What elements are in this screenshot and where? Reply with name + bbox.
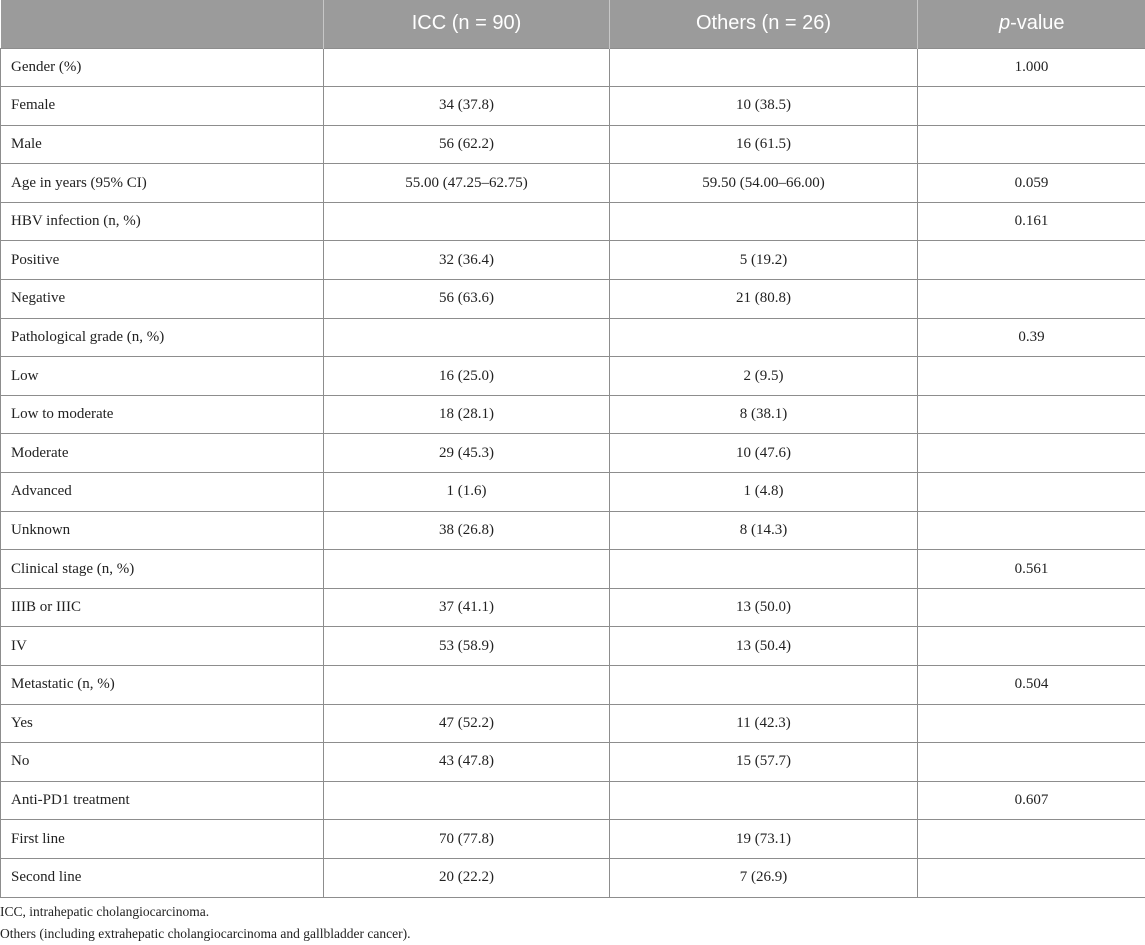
header-others-column: Others (n = 26) [610,0,918,48]
icc-value-cell: 18 (28.1) [324,395,610,434]
others-value-cell [610,318,918,357]
p-value-cell: 0.059 [918,164,1145,203]
row-label-cell: Second line [1,858,324,897]
p-value-cell [918,395,1145,434]
others-value-cell [610,666,918,705]
table-row [1,318,1145,357]
others-value-cell: 8 (14.3) [610,511,918,550]
header-icc-column: ICC (n = 90) [324,0,610,48]
table-row [1,550,1145,589]
table-body [1,48,1145,897]
table-row [1,820,1145,859]
table-row [1,280,1145,319]
row-label-cell: Age in years (95% CI) [1,164,324,203]
row-label-cell: Negative [1,280,324,319]
row-label-cell: Anti-PD1 treatment [1,781,324,820]
p-value-cell [918,241,1145,280]
table-row [1,704,1145,743]
others-value-cell: 7 (26.9) [610,858,918,897]
header-p-suffix: -value [1010,12,1064,34]
icc-value-cell: 53 (58.9) [324,627,610,666]
icc-value-cell [324,48,610,87]
row-label-cell: Advanced [1,473,324,512]
table-header [1,0,1145,48]
p-value-cell [918,125,1145,164]
header-label-column [1,0,324,48]
table-row [1,357,1145,396]
p-value-cell [918,588,1145,627]
row-label-cell: IIIB or IIIC [1,588,324,627]
row-label-cell: Female [1,87,324,126]
header-p-value-column [918,0,1145,48]
table-row [1,743,1145,782]
p-value-cell: 0.561 [918,550,1145,589]
icc-value-cell: 38 (26.8) [324,511,610,550]
p-value-cell [918,280,1145,319]
icc-value-cell [324,666,610,705]
table-row [1,395,1145,434]
others-value-cell [610,781,918,820]
icc-value-cell [324,550,610,589]
icc-value-cell: 56 (62.2) [324,125,610,164]
others-value-cell: 1 (4.8) [610,473,918,512]
p-value-cell [918,743,1145,782]
icc-value-cell: 29 (45.3) [324,434,610,473]
others-value-cell: 13 (50.0) [610,588,918,627]
row-label-cell: Low to moderate [1,395,324,434]
row-label-cell: Moderate [1,434,324,473]
table-row [1,241,1145,280]
p-value-cell: 0.161 [918,202,1145,241]
others-value-cell [610,550,918,589]
others-value-cell: 59.50 (54.00–66.00) [610,164,918,203]
p-value-cell: 0.39 [918,318,1145,357]
row-label-cell: Metastatic (n, %) [1,666,324,705]
icc-value-cell: 34 (37.8) [324,87,610,126]
row-label-cell: Male [1,125,324,164]
icc-value-cell: 16 (25.0) [324,357,610,396]
icc-value-cell: 70 (77.8) [324,820,610,859]
icc-value-cell: 56 (63.6) [324,280,610,319]
p-value-cell [918,704,1145,743]
others-value-cell: 2 (9.5) [610,357,918,396]
icc-value-cell: 55.00 (47.25–62.75) [324,164,610,203]
table-footnotes [0,901,410,945]
p-value-cell [918,627,1145,666]
table-row [1,48,1145,87]
table-row [1,202,1145,241]
others-value-cell: 11 (42.3) [610,704,918,743]
header-p-italic: p [999,12,1010,34]
p-value-cell [918,858,1145,897]
table-row [1,511,1145,550]
table-row [1,858,1145,897]
icc-value-cell [324,781,610,820]
table-row [1,588,1145,627]
p-value-cell [918,357,1145,396]
row-label-cell: Positive [1,241,324,280]
row-label-cell: Pathological grade (n, %) [1,318,324,357]
table-row [1,666,1145,705]
p-value-cell [918,511,1145,550]
icc-value-cell: 32 (36.4) [324,241,610,280]
table-row [1,164,1145,203]
p-value-cell: 0.607 [918,781,1145,820]
row-label-cell: Gender (%) [1,48,324,87]
p-value-cell [918,820,1145,859]
others-value-cell: 21 (80.8) [610,280,918,319]
icc-value-cell: 1 (1.6) [324,473,610,512]
footnote-others: Others (including extrahepatic cholangiocarcinoma and gallbladder cancer). [0,923,410,945]
icc-value-cell [324,318,610,357]
icc-value-cell: 20 (22.2) [324,858,610,897]
others-value-cell: 16 (61.5) [610,125,918,164]
row-label-cell: HBV infection (n, %) [1,202,324,241]
icc-value-cell [324,202,610,241]
others-value-cell: 10 (47.6) [610,434,918,473]
table-row [1,87,1145,126]
header-row [1,0,1145,48]
row-label-cell: First line [1,820,324,859]
table-row [1,473,1145,512]
others-value-cell: 8 (38.1) [610,395,918,434]
row-label-cell: No [1,743,324,782]
others-value-cell: 15 (57.7) [610,743,918,782]
row-label-cell: IV [1,627,324,666]
table-row [1,434,1145,473]
p-value-cell [918,434,1145,473]
icc-value-cell: 37 (41.1) [324,588,610,627]
table-row [1,627,1145,666]
row-label-cell: Unknown [1,511,324,550]
icc-value-cell: 43 (47.8) [324,743,610,782]
table-row [1,781,1145,820]
table-row [1,125,1145,164]
p-value-cell [918,473,1145,512]
others-value-cell: 5 (19.2) [610,241,918,280]
others-value-cell [610,202,918,241]
others-value-cell: 10 (38.5) [610,87,918,126]
others-value-cell: 19 (73.1) [610,820,918,859]
p-value-cell: 1.000 [918,48,1145,87]
icc-value-cell: 47 (52.2) [324,704,610,743]
row-label-cell: Clinical stage (n, %) [1,550,324,589]
p-value-cell: 0.504 [918,666,1145,705]
others-value-cell [610,48,918,87]
row-label-cell: Low [1,357,324,396]
p-value-cell [918,87,1145,126]
footnote-icc: ICC, intrahepatic cholangiocarcinoma. [0,901,410,923]
others-value-cell: 13 (50.4) [610,627,918,666]
row-label-cell: Yes [1,704,324,743]
